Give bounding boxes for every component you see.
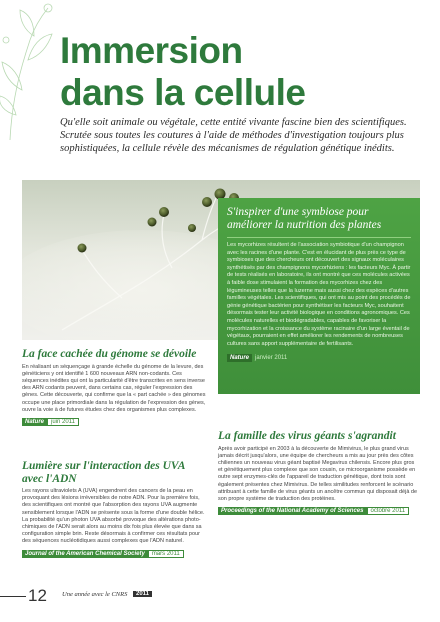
reference-date: mars 2011	[148, 550, 184, 558]
title-line-1: Immersion	[60, 30, 243, 71]
reference-journal: Nature	[22, 418, 47, 426]
reference-date: janvier 2011	[255, 355, 288, 362]
article-uva	[22, 460, 206, 558]
article-body: Après avoir participé en 2003 à la découverte de Mimivirus, le plus grand virus jamais décrit jusqu'alors, une équipe de chercheurs a mis au jour près des côtes chiliennes un nouveau virus géant baptisé Megavirus chilensis. Encore plus gros et génétiquement plus complexe que son cousin, ce microorganisme possède en outre sept enzymes-clés de l'appareil de traduction génétique, dont trois sont également présentes chez Mimivirus. De telles similitudes renforcent le scénario attribuant à cette famille de virus géants un ancêtre commun qui disposait déjà de son propre système de traduction des protéines.	[218, 445, 418, 502]
reference-journal: Proceedings of the National Academy of Sciences	[218, 507, 367, 515]
page-number: 12	[28, 586, 47, 605]
article-reference	[22, 550, 206, 558]
article-title: La face cachée du génome se dévoile	[22, 348, 197, 360]
intro-paragraph: Qu'elle soit animale ou végétale, cette entité vivante fascine bien des scientifiques. Scrutée sous toutes les coutures à l'aide de méthodes d'investigation toujours plus sophistiquées, la cellule révèle des mécanismes de régulation génétique inédits.	[60, 117, 407, 154]
decorative-plant-illustration	[0, 0, 60, 140]
article-reference	[22, 418, 206, 426]
article-giant-virus	[218, 430, 420, 515]
reference-journal: Nature	[227, 354, 252, 362]
page-footer	[0, 586, 440, 608]
article-genome	[22, 348, 206, 426]
reference-date: octobre 2011	[367, 507, 410, 515]
article-body: Les rayons ultraviolets A (UVA) engendrent des cancers de la peau en provoquant des lésions irréversibles de notre ADN. Pour la première fois, des scientifiques ont montré que l'absorption des rayons UVA augmente sensiblement lorsque l'ADN se présente sous la forme d'une double hélice. La probabilité qu'un photon UVA absorbé provoque des altérations photo-chimiques de l'ADN serait alors au moins dix fois plus élevée que dans sa configuration simple brin. Reste désormais à confirmer ces résultats pour des séquences nucléotidiques aussi complexes que l'ADN naturel.	[22, 488, 205, 545]
footer-rule	[0, 596, 26, 597]
sidebar-box-body: Les mycorhizes résultent de l'association symbiotique d'un champignon avec les racines d'une plante. C'est en élucidant de plus près ce type de symbioses que des chercheurs ont découvert des signaux moléculaires synthétisés par des champignons mycorhiziens : les facteurs Myc. À partir de tests réalisés en laboratoire, ils ont montré que ces molécules activées à faible dose stimulaient la formation des mycorhizes chez des légumineuses telles que la luzerne mais aussi chez des espèces d'autres familles végétales. Les scientifiques, qui ont mis au point des procédés de génie génétique bactérien pour synthétiser les facteurs Myc, souhaitent désormais tester leur activité biologique en conditions agronomiques. Ces molécules naturelles et biodégradables, capables de favoriser la mycorhization et la croissance du système racinaire d'un large éventail de végétaux, pourraient en effet améliorer les rendements de nombreuses cultures sans apport supplémentaire de fertilisants.	[227, 242, 411, 347]
symbiosis-sidebar-box	[218, 198, 420, 394]
sidebar-box-reference	[227, 354, 411, 362]
sidebar-box-title: S'inspirer d'une symbiose pour améliorer la nutrition des plantes	[227, 206, 382, 231]
article-title: Lumière sur l'interaction des UVA avec l'ADN	[22, 460, 185, 485]
reference-journal: Journal of the American Chemical Society	[22, 550, 148, 558]
article-body: En réalisant un séquençage à grande échelle du génome de la levure, des généticiens y ont identifié 1 600 nouveaux ARN non-codants. Ces séquences inédites qui ont la particularité d'être transcrites en sens inverse des ARN codants peuvent, dans certains cas, réguler l'expression des gènes. Cette découverte, qui confirme que la « part cachée » des génomes occupe une place primordiale dans la régulation de l'expression des gènes, ouvre la voie à de futures études chez des organismes plus complexes.	[22, 363, 206, 413]
sidebar-box-divider	[227, 237, 411, 238]
footer-label: Une année avec le CNRS	[62, 591, 128, 598]
title-line-2: dans la cellule	[60, 72, 306, 113]
footer-year: 2011	[133, 591, 152, 597]
article-reference	[218, 507, 420, 515]
page-title	[60, 30, 305, 114]
reference-date: juin 2011	[47, 418, 79, 426]
article-title: La famille des virus géants s'agrandit	[218, 430, 396, 442]
